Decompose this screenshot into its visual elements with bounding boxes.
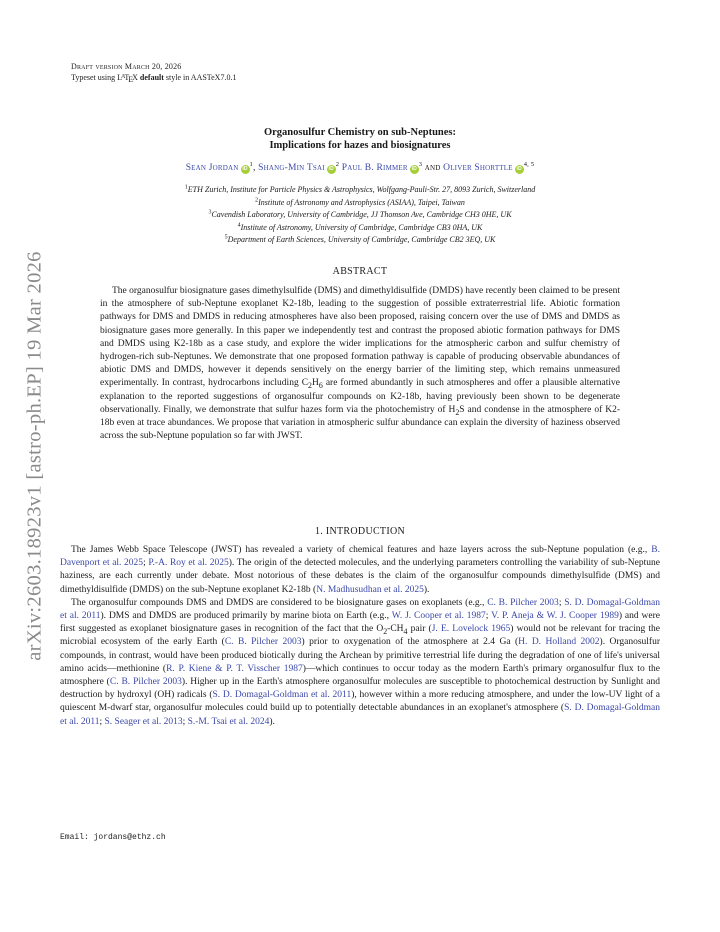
affiliation: $^2$Institute of Astronomy and Astrophysics (ASIAA), Taipei, Taiwan — [255, 196, 465, 207]
citation-link[interactable]: N. Madhusudhan et al. 2025 — [316, 584, 424, 595]
orcid-icon[interactable]: iD — [242, 166, 248, 172]
paragraph: The organosulfur compounds DMS and DMDS are considered to be biosignature gases on exoplanets (e.g., C. B. Pilcher 2003; S. D. Domagal-Goldman et al. 2011). DMS and DMDS are produced primarily by marine biota on Earth (e.g., W. J. Cooper et al. 1987; V. P. Aneja & W. J. Cooper 1989) and were first suggested as exoplanet biosignature gases in recognition of the fact that the $O_2-CH_4$ pair (J. E. Lovelock 1965) would not be relevant for tracing the microbial ecosystem of the early Earth (C. B. Pilcher 2003) prior to oxygenation of the atmosphere at 2.4 Ga (H. D. Holland 2002). Organosulfur compounds, in contrast, would have been produced biotically during the Archean by primitive terrestrial life during the degradation of one of life's universal amino acids—methionine (R. P. Kiene & P. T. Visscher 1987)—which continues to occur today as the modern Earth's primary organosulfur flux to the atmosphere (C. B. Pilcher 2003). Higher up in the Earth's atmosphere organosulfur molecules are susceptible to photochemical destruction by Sunlight and destruction by hydroxyl (OH) radicals (S. D. Domagal-Goldman et al. 2011), however within a more reducing atmosphere, and under the low-UV light of a quiescent M-dwarf star, organosulfur molecules could build up to potentially detectable abundances in an exoplanet's atmosphere (S. D. Domagal-Goldman et al. 2011; S. Seager et al. 2013; S.-M. Tsai et al. 2024). — [60, 597, 660, 727]
citation-link[interactable]: H. D. Holland 2002 — [518, 637, 600, 648]
affiliation: $^3$Cavendish Laboratory, University of Cambridge, JJ Thomson Ave, Cambridge CH3 0HE, UK — [208, 209, 512, 219]
citation-link[interactable]: V. P. Aneja & W. J. Cooper 1989 — [491, 611, 619, 622]
citation-link[interactable]: C. B. Pilcher 2003 — [109, 677, 182, 688]
corresponding-email: Email: jordans@ethz.ch — [60, 833, 166, 842]
author: Oliver Shorttle iD$^{4, 5}$ — [443, 160, 535, 173]
citation-link[interactable]: J. E. Lovelock 1965 — [431, 624, 511, 635]
orcid-icon[interactable]: iD — [411, 166, 417, 172]
citation-link[interactable]: B. Davenport et al. 2025 — [60, 545, 660, 569]
abstract-body: The organosulfur biosignature gases dimethylsulfide (DMS) and dimethyldisulfide (DMDS) have recently been claimed to be present in the atmosphere of sub-Neptune exoplanet K2-18b, leading to the suggestion of possible extraterrestrial life. Abiotic formation pathways for DMS and DMDS in reducing atmospheres have also been proposed, raising concern over the use of DMS and DMDS as biosignature gases more generally. In this paper we independently test and contrast the proposed abiotic formation pathways for DMS and DMDS using K2-18b as a case study, and explore the wider implications for the atmospheric carbon and sulfur chemistry of hydrogen-rich sub-Neptunes. We demonstrate that one proposed formation pathway is capable of producing observable abundances of abiotic DMS and DMDS, however it depends sensitively on the energy barrier of the limiting step, which remains unmeasured experimentally. In contrast, hydrocarbons including $C_2H_6$ are formed abundantly in such atmospheres and offer a plausible alternative explanation to the reported suggestions of organosulfur compounds on K2-18b, having previously been shown to be degenerate observationally. Finally, we demonstrate that sulfur hazes form via the photochemistry of $H_2S$ and condense in the atmosphere of K2-18b even at trace abundances. We propose that variation in atmospheric sulfur abundance can explain the diversity of haziness observed across the sub-Neptune population so far with JWST. — [100, 286, 620, 442]
abstract-heading: ABSTRACT — [332, 266, 388, 277]
citation-link[interactable]: R. P. Kiene & P. T. Visscher 1987 — [166, 663, 303, 674]
orcid-icon[interactable]: iD — [328, 166, 334, 172]
affiliation: $^4$Institute of Astronomy, University of Cambridge, Cambridge CB3 0HA, UK — [237, 221, 483, 232]
author-link[interactable]: Paul B. Rimmer — [341, 163, 408, 173]
citation-link[interactable]: P.-A. Roy et al. 2025 — [148, 558, 229, 569]
typeset-line: Typeset using $L^ATEX$ default style in AASTeX7.0.1 — [71, 73, 237, 84]
author-link[interactable]: Sean Jordan — [185, 163, 239, 173]
author: Shang-Min Tsai $iD^2$ — [258, 160, 340, 173]
section-heading-introduction: 1. INTRODUCTION — [314, 526, 406, 537]
citation-link[interactable]: S. Seager et al. 2013 — [104, 716, 183, 727]
orcid-icon[interactable]: iD — [516, 166, 522, 172]
paragraph: The James Webb Space Telescope (JWST) has revealed a variety of chemical features and haze layers across the sub-Neptune population (e.g., B. Davenport et al. 2025; P.-A. Roy et al. 2025). The origin of the detected molecules, and the underlying parameters controlling the variability of sub-Neptune haziness, are each currently under debate. Most notorious of these debates is the claim of the organosulfur compounds dimethylsulfide (DMS) and dimethyldisulfide (DMDS) on the sub-Neptune exoplanet K2-18b (N. Madhusudhan et al. 2025). — [60, 545, 660, 595]
arxiv-identifier: arXiv:2603.18923v1 [astro-ph.EP] 19 Mar 2026 — [23, 251, 46, 661]
draft-version-line: Draft version March 20, 2026 — [71, 62, 182, 71]
author: Paul B. Rimmer $iD^3$ and — [341, 160, 444, 173]
introduction-body — [60, 544, 660, 729]
citation-link[interactable]: C. B. Pilcher 2003 — [487, 597, 559, 608]
affiliation-list — [0, 184, 720, 247]
citation-link[interactable]: S.-M. Tsai et al. 2024 — [187, 716, 270, 727]
draft-header — [71, 61, 236, 85]
paper-title: Organosulfur Chemistry on sub-Neptunes: Implications for hazes and biosignatures — [263, 127, 457, 151]
arxiv-sidebar-stamp — [18, 236, 52, 676]
author-list — [0, 160, 720, 174]
author-link[interactable]: Oliver Shorttle — [443, 163, 513, 173]
affiliation: $^5$Department of Earth Sciences, University of Cambridge, Cambridge CB2 3EQ, UK — [224, 234, 496, 244]
citation-link[interactable]: W. J. Cooper et al. 1987 — [391, 611, 486, 622]
citation-link[interactable]: S. D. Domagal-Goldman et al. 2011 — [60, 597, 660, 622]
author-link[interactable]: Shang-Min Tsai — [258, 163, 325, 173]
affiliation: $^1$ETH Zurich, Institute for Particle Physics & Astrophysics, Wolfgang-Pauli-Str. 27, 8093 Zurich, Switzerland — [184, 184, 536, 194]
author: Sean Jordan $iD^1$, — [185, 160, 259, 173]
citation-link[interactable]: C. B. Pilcher 2003 — [224, 637, 302, 648]
citation-link[interactable]: S. D. Domagal-Goldman et al. 2011 — [212, 690, 352, 701]
citation-link[interactable]: S. D. Domagal-Goldman et al. 2011 — [60, 703, 660, 727]
